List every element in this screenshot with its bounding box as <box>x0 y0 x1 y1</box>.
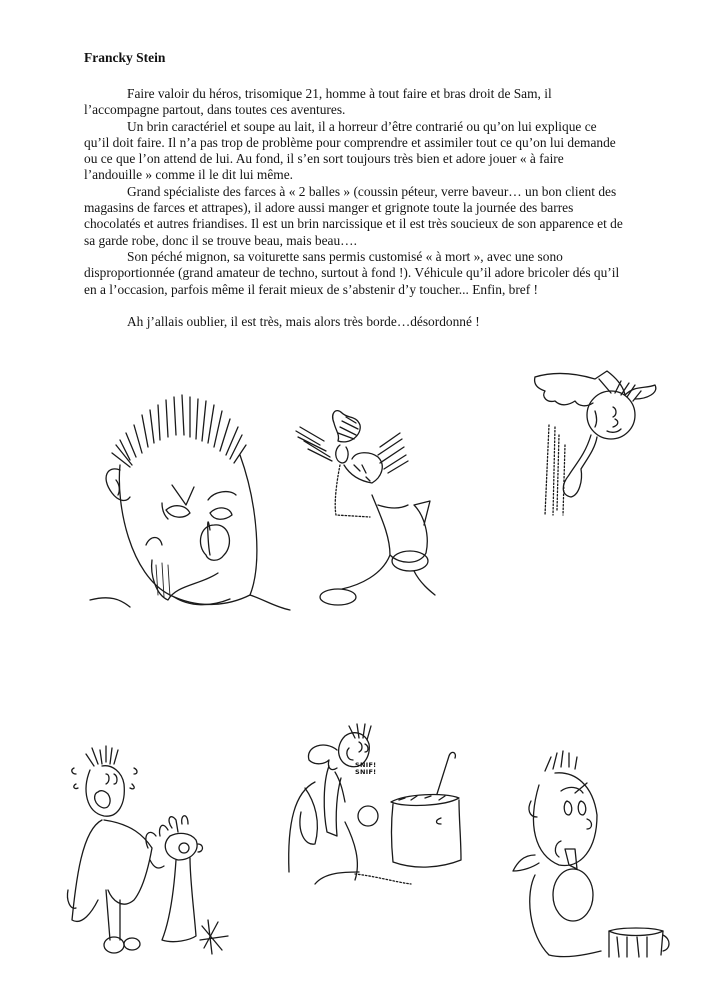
sound-effect-line: SNIF! <box>355 768 377 776</box>
paragraph-role: Faire valoir du héros, trisomique 21, homme à tout faire et bras droit de Sam, il l’accompagne partout, dans toutes ces aventures. <box>84 86 552 118</box>
illustration-cooking-pot <box>275 722 475 892</box>
illustration-scared <box>62 740 242 960</box>
paragraph-messy: Ah j’allais oublier, il est très, mais alors très borde…désordonné ! <box>127 314 480 330</box>
paragraph-car: Son péché mignon, sa voiturette sans permis customisé « à mort », avec une sono disproportionnée (grand amateur de techno, surtout à fond !). Véhicule qu’il adore bricoler dés qu’il en a l’occasion, parfois même il ferait mieux de s’abstenir d’y toucher... Enfin, bref ! <box>84 248 620 297</box>
illustration-drinking <box>505 745 675 960</box>
sketch-cooking-pot <box>275 722 475 892</box>
character-description <box>84 86 624 330</box>
sketch-drinking <box>505 745 675 960</box>
sound-effect-line: SNIF! <box>355 761 377 769</box>
paragraph-temperament: Un brin caractériel et soupe au lait, il a horreur d’être contrarié ou qu’on lui explique ce qu’il doit faire. Il n’a pas trop de problème pour comprendre et assimiler tout ce qu’on lui demande ou ce que l’on attend de lui. Au fond, il s’en sort toujours très bien et adore jouer « à faire l’andouille » comme il le dit lui même. <box>84 118 616 183</box>
sound-effect-text <box>355 762 376 776</box>
illustration-hanging <box>515 365 665 515</box>
paragraph-pranks: Grand spécialiste des farces à « 2 balles » (coussin péteur, verre baveur… un bon client des magasins de farces et attrapes), il adore aussi manger et grignote toute la journée des barres chocolatés et autres friandises. Il est un brin narcissique et il est très soucieux de son apparence et de sa garde robe, donc il se trouve beau, mais beau…. <box>84 183 623 248</box>
illustration-running <box>290 405 435 620</box>
sketch-hanging <box>515 365 665 515</box>
sketch-running <box>290 405 435 620</box>
illustration-portrait <box>90 385 290 620</box>
sketch-portrait <box>90 385 290 620</box>
character-title: Francky Stein <box>84 50 166 65</box>
sketch-scared <box>62 740 242 960</box>
